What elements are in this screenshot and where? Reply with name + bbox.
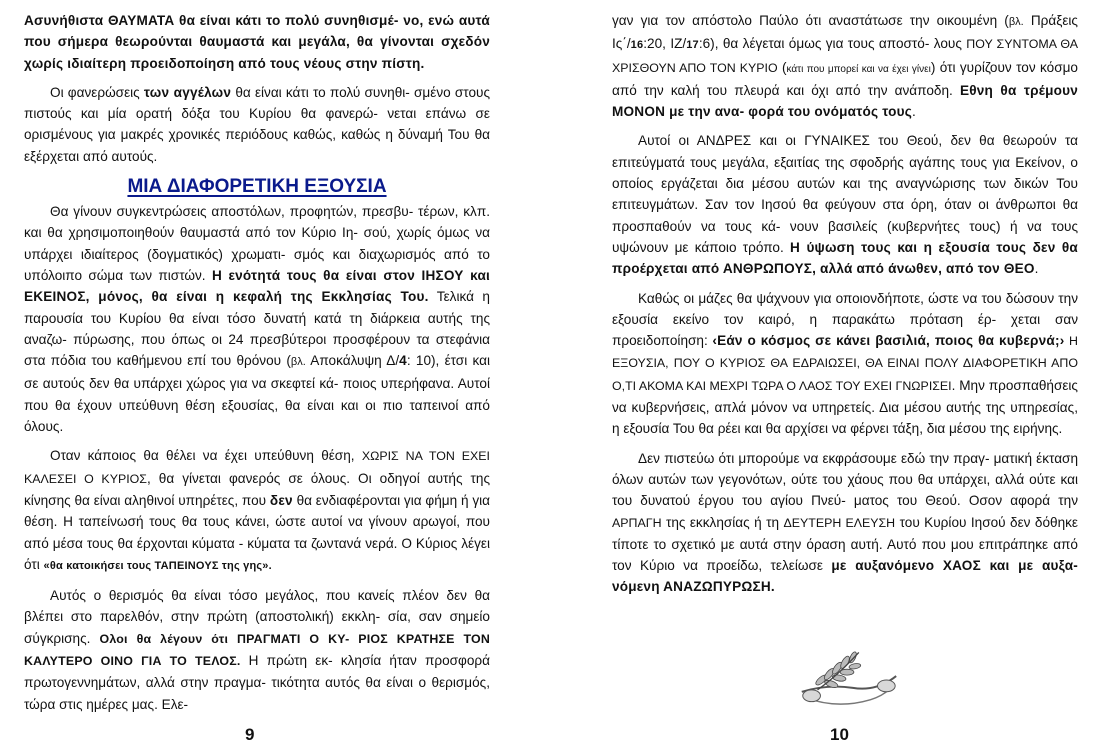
section-heading xyxy=(24,175,490,199)
paragraph xyxy=(612,10,1078,122)
bold-text: Εθνη θα τρέμουν ΜΟΝΟΝ με την ανα- φορά του ονόματός τους xyxy=(612,82,1078,120)
left-column xyxy=(24,10,490,723)
bold-text: δεν xyxy=(269,492,293,508)
text: Αυτός ο θερισμός θα είναι τόσο μεγάλος, που κανείς πλέον δεν θα βλέπει στο παρελθόν, στην πρώτη (αποστολική) εκκλη- σία, σαν σημείο σύγκρισης. xyxy=(24,588,490,646)
text: ( xyxy=(777,59,787,75)
text: Αποκάλυψη Δ/ xyxy=(305,353,400,369)
text: Η πρώτη εκ- κλησία ήταν προσφορά πρωτογεννημάτων, αλλά στην πραγμα- τικότητα αυτός θα είναι ο θερισμός, τώρα στις ημέρες μας. Ελε- xyxy=(24,653,490,712)
text: της εκκλησίας ή τη xyxy=(661,514,784,530)
text: θα είναι κάτι το πολύ συνηθι- σμένο στους πιστούς και μία ορατή δόξα του Κυρίου θα φανερώ- νεται επάνω σε ορισμένους για μακρές χρονικές περιόδους καθώς, καθώς η δύναμή Του θα εξέρχεται από αυτούς. xyxy=(24,84,490,164)
paragraph xyxy=(612,130,1078,279)
bold-text: Η ενότητά τους θα είναι στον ΙΗΣΟΥ και ΕΚΕΙΝΟΣ, μόνος, θα είναι η κεφαλή της Εκκλησίας Του. xyxy=(24,267,490,305)
text: γαν για τον απόστολο Παύλο ότι αναστάτωσε την οικουμένη ( xyxy=(612,13,1009,28)
caps-text: ΔΕΥΤΕΡΗ ΕΛΕΥΣΗ xyxy=(783,515,896,530)
bold-caps-text: Ολοι θα λέγουν ότι ΠΡΑΓΜΑΤΙ Ο ΚΥ- ΡΙΟΣ ΚΡΑΤΗΣΕ ΤΟΝ ΚΑΛΥΤΕΡΟ ΟΙΝΟ ΓΙΑ ΤΟ ΤΕΛΟΣ. xyxy=(24,631,491,669)
caps-text: ΠΟΥ ΣΥΝΤΟΜΑ ΘΑ ΧΡΙΣΘΟΥΝ ΑΠΟ ΤΟΝ ΚΥΡΙΟ xyxy=(612,37,1079,75)
text: . Μην προσπαθήσεις να κυβερνήσεις, απλά μόνον να υπηρετείς. Δια μέσου αυτής της υπηρεσίας, η εξουσία Του θα ρέει και θα αρχίσει να φέρνει τάξη, δια μέσου της ειρήνης. xyxy=(612,377,1078,437)
text: Αυτοί οι ΑΝΔΡΕΣ και οι ΓΥΝΑΙΚΕΣ του Θεού, δεν θα θεωρούν τα επιτεύγματά τους μεγάλα, εξαιτίας της σφοδρής αγάπης τους για Εκείνον, ο οποίος εργάζεται δια μέσου αυτών και της αναγνώρισης των δικών Του επιτευγμάτων. Σαν τον Ιησού θα φεύγουν στα όρη, όταν οι άνθρωποι θα προσπαθούν να τους κά- νουν βασιλείς (κυβερνήτες τους) ή να τους υψώνουν με κάποιο τρόπο. xyxy=(612,133,1078,255)
page-left xyxy=(24,0,490,750)
right-column xyxy=(612,10,1078,606)
paragraph xyxy=(24,201,490,437)
caps-text: ΑΡΠΑΓΗ xyxy=(612,515,662,530)
paragraph xyxy=(24,82,490,167)
text: : 10), έτσι και σε αυτούς δεν θα υπάρχει χώρος για να σκεφτεί κά- ποιος υπερήφανα. Αυτοί που θα έχουν υπεύθυνη θέση εξουσίας, θα είναι και οι πιο ταπεινοί από όλους. xyxy=(24,353,490,435)
tiny-text: κάτι που μπορεί και να έχει γίνει xyxy=(786,63,931,75)
bold-text: 16 xyxy=(630,39,644,52)
text: . xyxy=(912,104,916,120)
text: :6), θα λέγεται όμως για τους αποστό- λους xyxy=(698,36,967,52)
text: Οι φανερώσεις xyxy=(50,84,144,100)
bold-text: των αγγέλων xyxy=(143,84,232,100)
bold-text: ‹Εάν ο κόσμος σε κάνει βασιλιά, ποιος θα κυβερνά;› xyxy=(712,333,1065,349)
paragraph xyxy=(612,448,1078,598)
bold-text: με αυξανόμενο ΧΑΟΣ και με αυξα- νόμενη ΑΝΑΖΩΠΥΡΩΣΗ. xyxy=(612,558,1078,595)
text: Πράξεις Ις΄/ xyxy=(612,13,1078,52)
text: Τελικά η παρουσία του Κυρίου θα είναι τόσο δυνατή κατά τη διάρκεια αυτής της αναζω- πύρωσης, που όπως οι 24 πρεσβύτεροι προσφέρουν τα στεφάνια στα πόδια του καθήμενου επί του θρόνου ( xyxy=(24,289,490,369)
text: ) ότι γυρίζουν τον κόσμο από την καλή του πλευρά και όχι από την ανάποδη. xyxy=(612,59,1078,98)
small-text: βλ. xyxy=(290,356,306,369)
small-text: βλ. xyxy=(1008,16,1024,28)
text: Οταν κάποιος θα θέλει να έχει υπεύθυνη θέση, xyxy=(50,448,362,464)
text: Δεν πιστεύω ότι μπορούμε να εκφράσουμε εδώ την πραγ- ματική έκταση όλων αυτών των γεγονότων, ούτε του χάους που θα υπάρχει, αλλά ούτε και του δυνατού έργου του αγίου Πνεύ- ματος του Θεού. Οσον αφορά την xyxy=(612,450,1078,509)
page-right xyxy=(612,0,1078,750)
caps-text: ΧΩΡΙΣ ΝΑ ΤΟΝ ΕΧΕΙ ΚΑΛΕΣΕΙ Ο ΚΥΡΙΟΣ xyxy=(24,449,490,486)
text: :20, ΙΖ/ xyxy=(643,36,687,52)
page-number: 10 xyxy=(830,725,849,744)
paragraph xyxy=(612,288,1078,440)
text: , θα γίνεται φανερός σε όλους. Οι οδηγοί αυτής της κίνησης θα είναι αληθινοί υπηρέτες, που xyxy=(24,470,491,508)
bold-text: Η ύψωση τους και η εξουσία τους δεν θα προέρχεται από ΑΝΘΡΩΠΟΥΣ, αλλά από άνωθεν, από τον ΘΕΟ xyxy=(612,239,1078,277)
page-number: 9 xyxy=(245,725,255,744)
text: θα ενδιαφέρονται για φήμη ή για θέση. Η ταπείνωσή τους θα τους κάνει, ώστε αυτοί να γίνουν αρωγοί, που από μέσα τους θα έρχονται κύματα - κύματα τα ζωντανά νερά. Ο Κύριος λέγει ότι xyxy=(24,492,490,572)
text: Θα γίνουν συγκεντρώσεις αποστόλων, προφητών, πρεσβυ- τέρων, κλπ. και θα χρησιμοποιηθούν θαυμαστά από τον Κύριο Ιη- σού, χωρίς όμως να υπάρχει ιδιαίτερος (δογματικός) χρωματι- σμός και διαχωρισμός από το υπόλοιπο σώμα των πιστών. xyxy=(24,204,490,283)
caps-text: Η ΕΞΟΥΣΙΑ, ΠΟΥ Ο ΚΥΡΙΟΣ ΘΑ ΕΔΡΑΙΩΣΕΙ, ΘΑ ΕΙΝΑΙ ΠΟΛΥ ΔΙΑΦΟΡΕΤΙΚΗ ΑΠΟ Ο,ΤΙ ΑΚΟΜΑ ΚΑΙ ΜΕΧΡΙ ΤΩΡΑ Ο ΛΑΟΣ ΤΟΥ ΕΧΕΙ ΓΝΩΡΙΣΕΙ xyxy=(612,334,1078,393)
bold-small-text: «θα κατοικήσει τους ΤΑΠΕΙΝΟΥΣ της γης». xyxy=(43,559,272,572)
paragraph xyxy=(24,10,490,74)
bold-text: 4 xyxy=(399,353,407,369)
bold-text: 17 xyxy=(686,39,699,52)
section-heading-text: ΜΙΑ ΔΙΑΦΟΡΕΤΙΚΗ ΕΞΟΥΣΙΑ xyxy=(127,176,387,198)
text: . xyxy=(1034,261,1039,277)
paragraph xyxy=(24,445,490,577)
bold-text: Ασυνήθιστα ΘΑΥΜΑΤΑ θα είναι κάτι το πολύ συνηθισμέ- νο, ενώ αυτά που σήμερα θεωρούνται θαυμαστά και μεγάλα, θα γίνονται σχεδόν χωρίς ιδιαίτερη προειδοποίηση από τους νέους στην πίστη. xyxy=(24,13,490,71)
paragraph xyxy=(24,585,490,715)
text: του Κυρίου Ιησού δεν δόθηκε τίποτε το σχετικό με αυτά στην όραση αυτή. Αυτό που μου επιτράπηκε από τον Κύριο να προείδω, τελείωσε xyxy=(612,514,1078,574)
text: Καθώς οι μάζες θα ψάχνουν για οποιονδήποτε, ώστε να του δώσουν την εξουσία εκείνο τον καιρό, η παρακάτω πρόταση έρ- χεται σαν προειδοποίηση: xyxy=(612,290,1078,349)
laurel-scroll-icon xyxy=(788,640,906,720)
